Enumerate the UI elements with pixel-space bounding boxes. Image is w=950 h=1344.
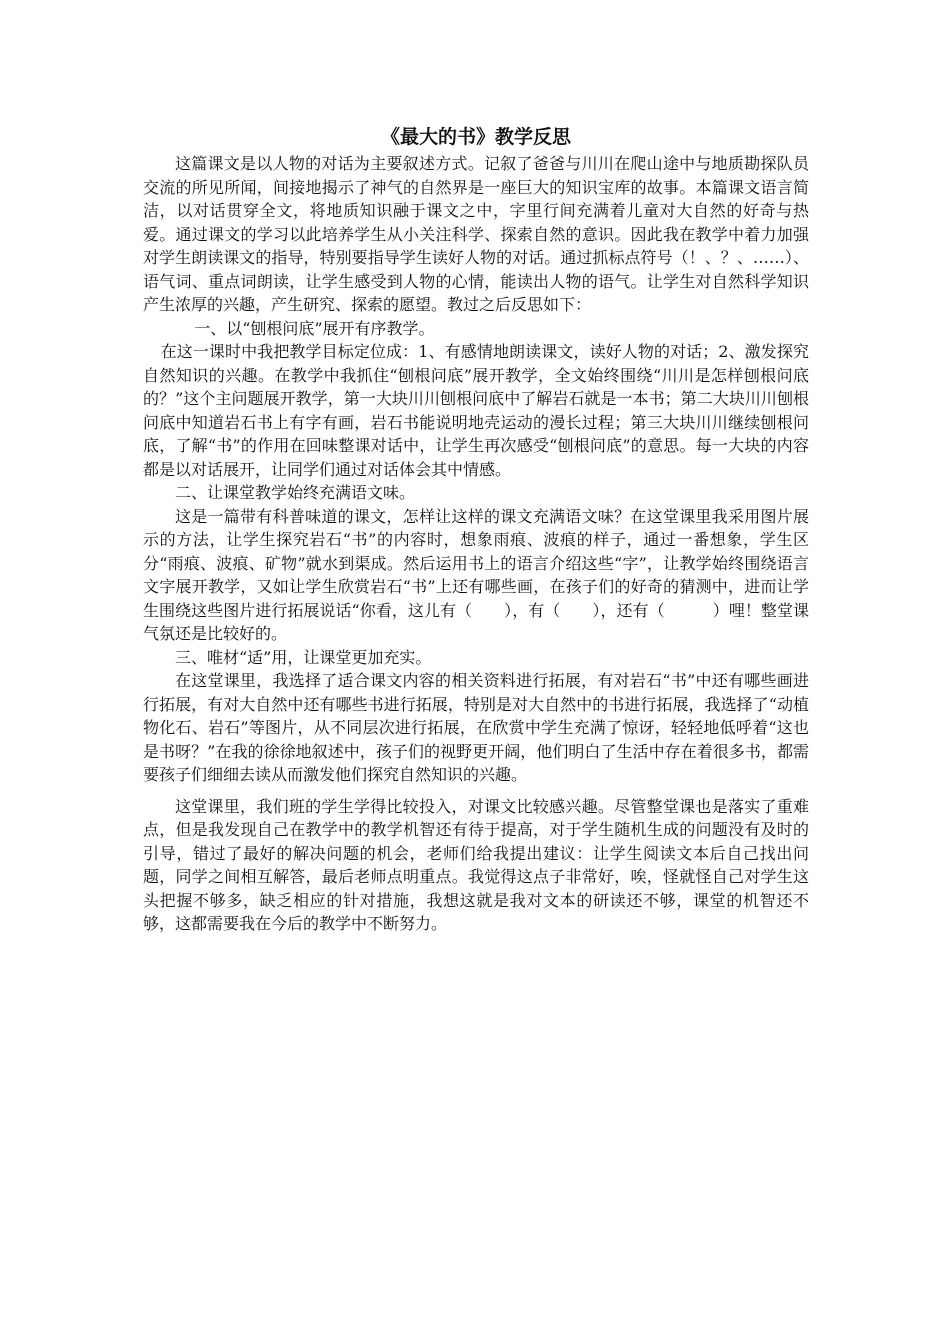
section-1-body: 在这一课时中我把教学目标定位成：1、有感情地朗读课文，读好人物的对话；2、激发探究自然知识的兴趣。在教学中我抓住“刨根问底”展开教学，全文始终围绕“川川是怎样刨根问底的？”这个主问题展开教学，第一大块川川刨根问底中了解岩石就是一本书；第二大块川川刨根问底中知道岩石书上有字有画，岩石书能说明地壳运动的漫长过程；第三大块川川继续刨根问底，了解“书”的作用在回味整课对话中，让学生再次感受“刨根问底”的意思。每一大块的内容都是以对话展开，让同学们通过对话体会其中情感。 bbox=[143, 342, 809, 479]
intro-paragraph: 这篇课文是以人物的对话为主要叙述方式。记叙了爸爸与川川在爬山途中与地质勘探队员交流的所见所闻，间接地揭示了神气的自然界是一座巨大的知识宝库的故事。本篇课文语言简洁，以对话贯穿全文，将地质知识融于课文之中，字里行间充满着儿童对大自然的好奇与热爱。通过课文的学习以此培养学生从小关注科学、探索自然的意识。因此我在教学中着力加强对学生朗读课文的指导，特别要指导学生读好人物的对话。通过抓标点符号（！、？、……）、语气词、重点词朗读，让学生感受到人物的心情，能读出人物的语气。让学生对自然科学知识产生浓厚的兴趣，产生研究、探索的愿望。教过之后反思如下： bbox=[143, 154, 809, 314]
section-3-body: 在这堂课里，我选择了适合课文内容的相关资料进行拓展，有对岩石“书”中还有哪些画进行拓展，有对大自然中还有哪些书进行拓展，特别是对大自然中的书进行拓展，我选择了“动植物化石、岩石”等图片，从不同层次进行拓展，在欣赏中学生充满了惊讶，轻轻地低呼着“这也是书呀？”在我的徐徐地叙述中，孩子们的视野更开阔，他们明白了生活中存在着很多书，都需要孩子们细细去读从而激发他们探究自然知识的兴趣。 bbox=[143, 671, 809, 784]
section-1-heading: 一、以“刨根问底”展开有序教学。 bbox=[194, 318, 435, 338]
section-3-heading: 三、唯材“适”用，让课堂更加充实。 bbox=[175, 647, 432, 667]
section-2-body: 这是一篇带有科普味道的课文，怎样让这样的课文充满语文味？在这堂课里我采用图片展示的方法，让学生探究岩石“书”的内容时，想象雨痕、波痕的样子，通过一番想象，学生区分“雨痕、波痕、矿物”就水到渠成。然后运用书上的语言介绍这些“字”，让教学始终围绕语言文字展开教学，又如让学生欣赏岩石“书”上还有哪些画，在孩子们的好奇的猜测中，进而让学生围绕这些图片进行拓展说话“你看，这儿有（ ），有（ ），还有（ ）哩！整堂课气氛还是比较好的。 bbox=[143, 506, 809, 643]
section-2-heading: 二、让课堂教学始终充满语文味。 bbox=[175, 483, 416, 502]
conclusion-paragraph: 这堂课里，我们班的学生学得比较投入，对课文比较感兴趣。尽管整堂课也是落实了重难点，但是我发现自己在教学中的教学机智还有待于提高，对于学生随机生成的问题没有及时的引导，错过了最好的解决问题的机会，老师们给我提出建议：让学生阅读文本后自己找出问题，同学之间相互解答，最后老师点明重点。我觉得这点子非常好，唉，怪就怪自己对学生这头把握不够多，缺乏相应的针对措施，我想这就是我对文本的研读还不够，课堂的机智还不够，这都需要我在今后的教学中不断努力。 bbox=[143, 796, 809, 933]
document-title: 《最大的书》教学反思 bbox=[380, 126, 571, 148]
document-body bbox=[143, 122, 809, 936]
